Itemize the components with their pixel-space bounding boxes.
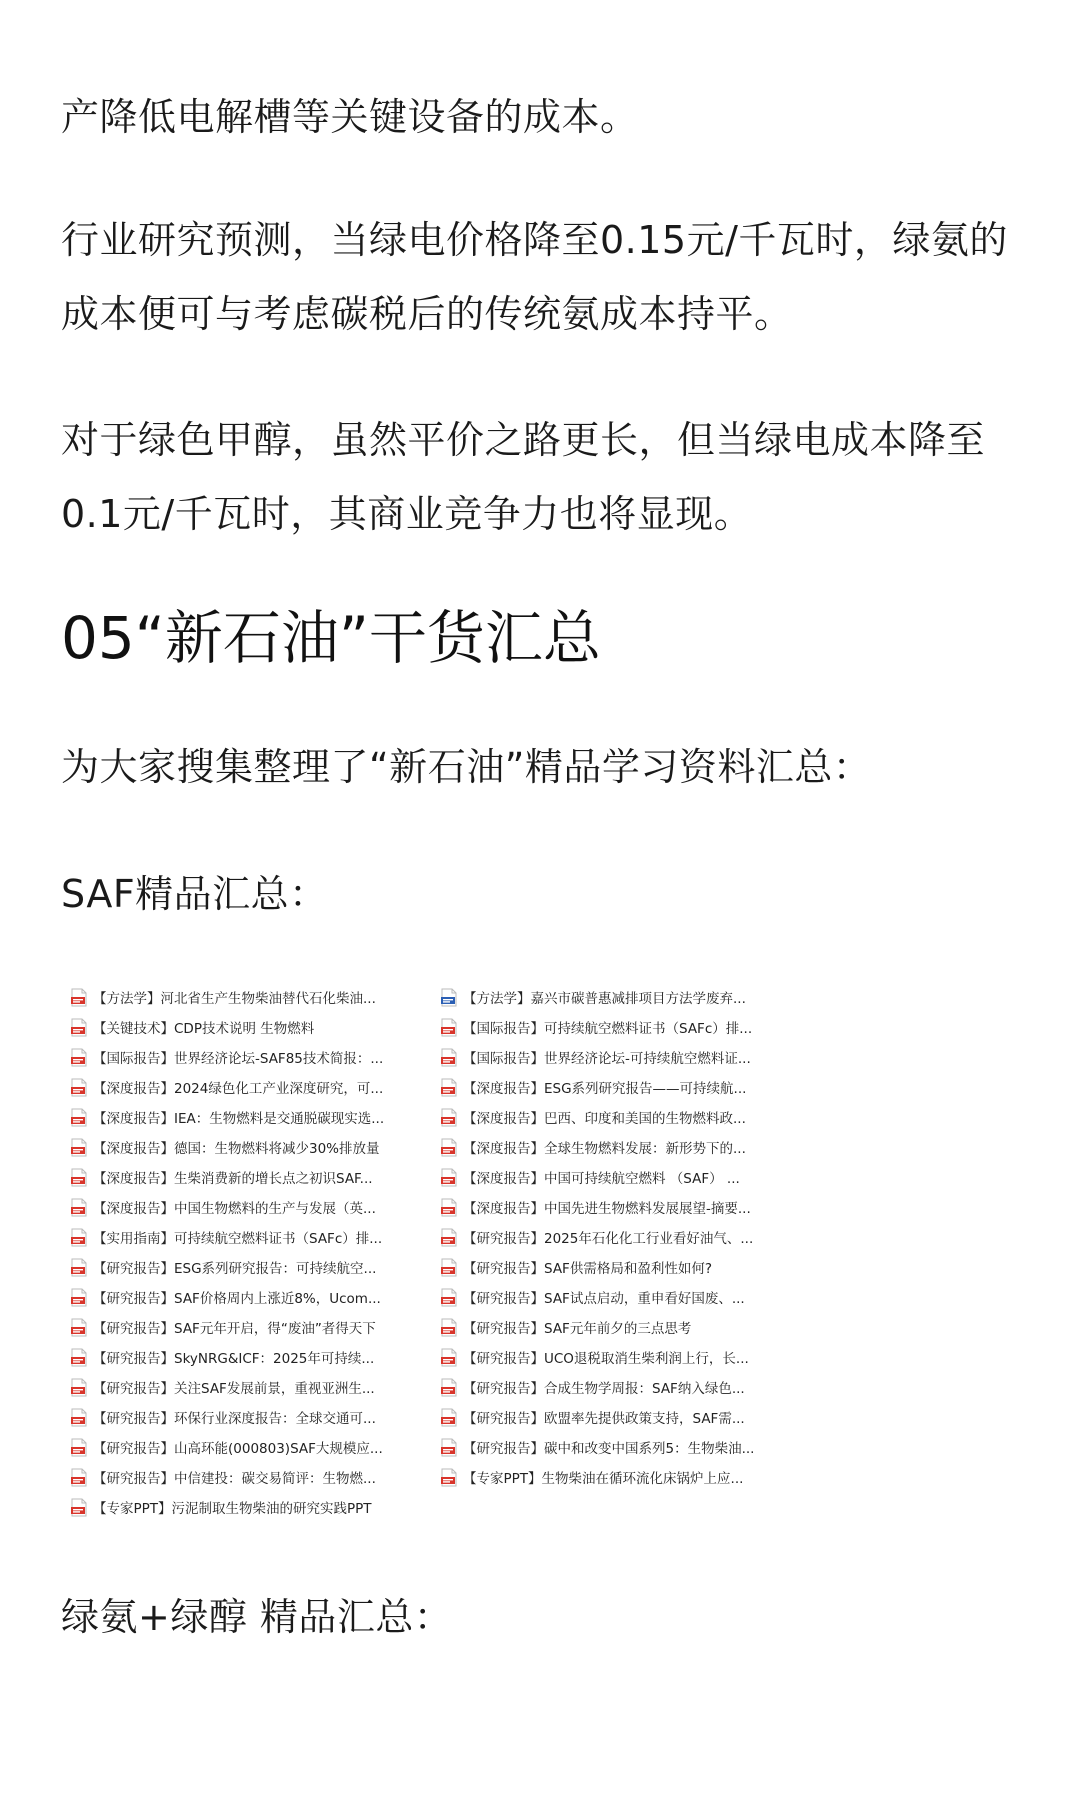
- file-name: 【研究报告】SkyNRG&ICF：2025年可持续...: [93, 1351, 375, 1367]
- file-item[interactable]: [441, 1312, 791, 1342]
- file-name: 【研究报告】SAF价格周内上涨近8%，Ucom...: [93, 1291, 381, 1307]
- file-name: 【研究报告】UCO退税取消生柴利润上行，长...: [463, 1351, 749, 1367]
- pdf-icon: [441, 1168, 457, 1187]
- file-name: 【专家PPT】生物柴油在循环流化床锅炉上应...: [463, 1471, 744, 1487]
- pdf-icon: [441, 1288, 457, 1307]
- file-item[interactable]: [441, 1462, 791, 1492]
- file-name: 【关键技术】CDP技术说明 生物燃料: [93, 1021, 315, 1037]
- file-item[interactable]: [441, 1072, 791, 1102]
- pdf-icon: [441, 1438, 457, 1457]
- pdf-icon: [441, 1018, 457, 1037]
- file-column-left: [71, 982, 421, 1522]
- pdf-icon: [71, 1168, 87, 1187]
- saf-collection-title: SAF精品汇总：: [61, 872, 328, 916]
- file-item[interactable]: [441, 1132, 791, 1162]
- file-name: 【方法学】嘉兴市碳普惠减排项目方法学废弃...: [463, 991, 746, 1007]
- file-item[interactable]: [441, 1102, 791, 1132]
- file-name: 【深度报告】中国先进生物燃料发展展望-摘要...: [463, 1201, 751, 1217]
- file-name: 【深度报告】全球生物燃料发展：新形势下的...: [463, 1141, 746, 1157]
- file-item[interactable]: [71, 1342, 421, 1372]
- saf-file-list: [71, 982, 791, 1522]
- file-item[interactable]: [71, 1162, 421, 1192]
- pdf-icon: [441, 1468, 457, 1487]
- file-item[interactable]: [441, 1162, 791, 1192]
- file-column-right: [441, 982, 791, 1492]
- file-item[interactable]: [441, 1402, 791, 1432]
- pdf-icon: [71, 1348, 87, 1367]
- file-item[interactable]: [71, 1192, 421, 1222]
- file-item[interactable]: [71, 1042, 421, 1072]
- file-name: 【国际报告】世界经济论坛-可持续航空燃料证...: [463, 1051, 751, 1067]
- paragraph-intro: 为大家搜集整理了“新石油”精品学习资料汇总：: [61, 745, 872, 789]
- pdf-icon: [71, 1228, 87, 1247]
- file-name: 【研究报告】欧盟率先提供政策支持，SAF需...: [463, 1411, 745, 1427]
- pdf-icon: [71, 1408, 87, 1427]
- pdf-icon: [71, 1198, 87, 1217]
- file-name: 【方法学】河北省生产生物柴油替代石化柴油...: [93, 991, 376, 1007]
- file-name: 【深度报告】巴西、印度和美国的生物燃料政...: [463, 1111, 746, 1127]
- file-name: 【研究报告】2025年石化化工行业看好油气、...: [463, 1231, 754, 1247]
- file-item[interactable]: [441, 1432, 791, 1462]
- file-item[interactable]: [71, 1312, 421, 1342]
- file-item[interactable]: [441, 1282, 791, 1312]
- paragraph-cost-reduction: 产降低电解槽等关键设备的成本。: [61, 95, 639, 139]
- file-item[interactable]: [71, 1372, 421, 1402]
- file-name: 【研究报告】SAF元年开启，得“废油”者得天下: [93, 1321, 376, 1337]
- file-name: 【深度报告】中国可持续航空燃料 （SAF） ...: [463, 1171, 740, 1187]
- file-name: 【研究报告】SAF元年前夕的三点思考: [463, 1321, 692, 1337]
- paragraph-green-ammonia: 行业研究预测，当绿电价格降至0.15元/千瓦时，绿氨的成本便可与考虑碳税后的传统氨成本持平。: [61, 218, 1008, 336]
- pdf-icon: [71, 988, 87, 1007]
- file-name: 【研究报告】SAF试点启动，重申看好国废、...: [463, 1291, 745, 1307]
- file-item[interactable]: [441, 1342, 791, 1372]
- pdf-icon: [441, 1318, 457, 1337]
- file-name: 【研究报告】碳中和改变中国系列5：生物柴油...: [463, 1441, 755, 1457]
- paragraph-green-methanol: 对于绿色甲醇，虽然平价之路更长，但当绿电成本降至0.1元/千瓦时，其商业竞争力也将显现。: [61, 418, 986, 536]
- pdf-icon: [441, 1048, 457, 1067]
- file-item[interactable]: [71, 1402, 421, 1432]
- file-name: 【深度报告】德国：生物燃料将减少30%排放量: [93, 1141, 380, 1157]
- file-item[interactable]: [71, 1102, 421, 1132]
- pdf-icon: [441, 1078, 457, 1097]
- pdf-icon: [71, 1378, 87, 1397]
- pdf-icon: [441, 1378, 457, 1397]
- pdf-icon: [71, 1288, 87, 1307]
- file-item[interactable]: [441, 1222, 791, 1252]
- pdf-icon: [441, 1258, 457, 1277]
- file-name: 【专家PPT】污泥制取生物柴油的研究实践PPT: [93, 1501, 372, 1517]
- file-item[interactable]: [441, 1252, 791, 1282]
- pdf-icon: [71, 1318, 87, 1337]
- pdf-icon: [71, 1078, 87, 1097]
- file-name: 【深度报告】IEA：生物燃料是交通脱碳现实选...: [93, 1111, 385, 1127]
- pdf-icon: [441, 1198, 457, 1217]
- file-name: 【深度报告】ESG系列研究报告——可持续航...: [463, 1081, 747, 1097]
- section-heading: 05“新石油”干货汇总: [61, 604, 601, 672]
- file-item[interactable]: [71, 1072, 421, 1102]
- file-item[interactable]: [71, 1282, 421, 1312]
- pdf-icon: [71, 1108, 87, 1127]
- pdf-icon: [441, 1348, 457, 1367]
- file-item[interactable]: [441, 1192, 791, 1222]
- file-item[interactable]: [441, 1042, 791, 1072]
- pdf-icon: [441, 1108, 457, 1127]
- file-name: 【深度报告】生柴消费新的增长点之初识SAF...: [93, 1171, 373, 1187]
- pdf-icon: [71, 1498, 87, 1517]
- file-name: 【国际报告】可持续航空燃料证书（SAFc）排...: [463, 1021, 753, 1037]
- file-name: 【研究报告】山高环能(000803)SAF大规模应...: [93, 1441, 383, 1457]
- pdf-icon: [441, 1408, 457, 1427]
- file-name: 【国际报告】世界经济论坛-SAF85技术简报：...: [93, 1051, 384, 1067]
- file-name: 【研究报告】ESG系列研究报告：可持续航空...: [93, 1261, 377, 1277]
- file-item[interactable]: [71, 1252, 421, 1282]
- file-item[interactable]: [71, 1492, 421, 1522]
- pdf-icon: [441, 1228, 457, 1247]
- file-item[interactable]: [71, 1432, 421, 1462]
- pdf-icon: [71, 1138, 87, 1157]
- file-name: 【实用指南】可持续航空燃料证书（SAFc）排...: [93, 1231, 383, 1247]
- pdf-icon: [71, 1048, 87, 1067]
- file-item[interactable]: [441, 982, 791, 1012]
- word-icon: [441, 988, 457, 1007]
- pdf-icon: [71, 1468, 87, 1487]
- file-name: 【深度报告】中国生物燃料的生产与发展（英...: [93, 1201, 376, 1217]
- file-name: 【研究报告】SAF供需格局和盈利性如何?: [463, 1261, 712, 1277]
- file-name: 【深度报告】2024绿色化工产业深度研究，可...: [93, 1081, 384, 1097]
- file-item[interactable]: [441, 1012, 791, 1042]
- pdf-icon: [71, 1438, 87, 1457]
- file-item[interactable]: [71, 1222, 421, 1252]
- file-name: 【研究报告】中信建投：碳交易简评：生物燃...: [93, 1471, 376, 1487]
- ammonia-methanol-collection-title: 绿氨+绿醇 精品汇总：: [61, 1595, 453, 1639]
- file-name: 【研究报告】合成生物学周报：SAF纳入绿色...: [463, 1381, 745, 1397]
- pdf-icon: [441, 1138, 457, 1157]
- pdf-icon: [71, 1258, 87, 1277]
- file-item[interactable]: [71, 1462, 421, 1492]
- file-item[interactable]: [71, 1012, 421, 1042]
- pdf-icon: [71, 1018, 87, 1037]
- file-item[interactable]: [441, 1372, 791, 1402]
- file-item[interactable]: [71, 982, 421, 1012]
- file-item[interactable]: [71, 1132, 421, 1162]
- file-name: 【研究报告】环保行业深度报告：全球交通可...: [93, 1411, 376, 1427]
- file-name: 【研究报告】关注SAF发展前景，重视亚洲生...: [93, 1381, 375, 1397]
